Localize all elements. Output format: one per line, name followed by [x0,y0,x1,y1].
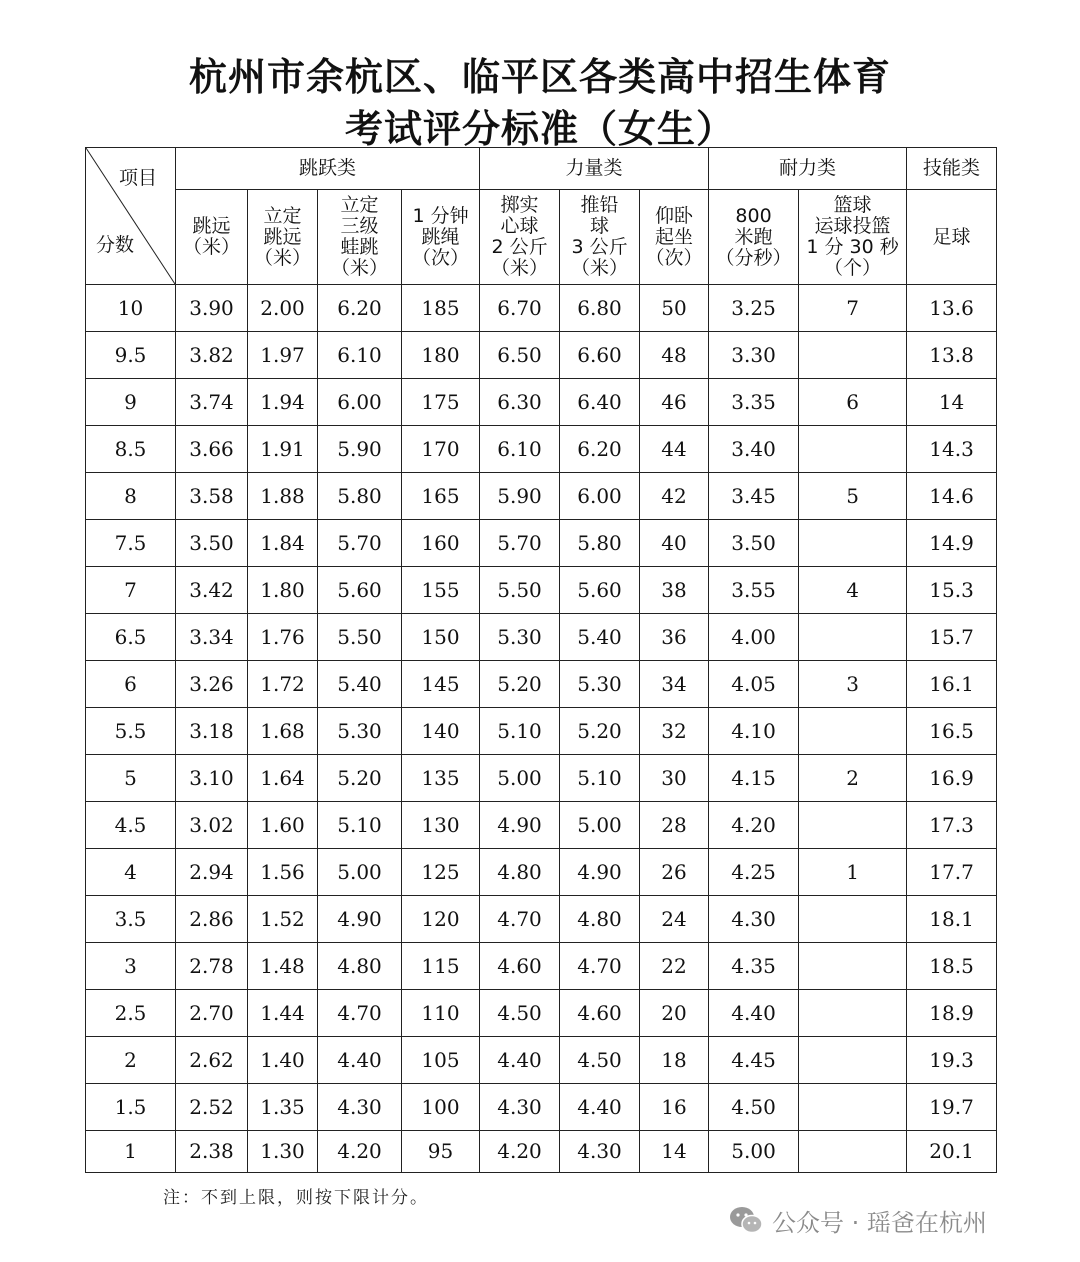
subheader-medicine-ball: 掷实 心球 2 公斤 （米） [480,190,560,285]
value-cell: 3.74 [176,379,248,426]
score-cell: 1 [86,1131,176,1173]
value-cell: 1.40 [248,1037,318,1084]
score-cell: 10 [86,285,176,332]
value-cell: 5.30 [318,708,402,755]
value-cell: 14 [640,1131,709,1173]
score-cell: 1.5 [86,1084,176,1131]
value-cell: 135 [402,755,480,802]
value-cell: 32 [640,708,709,755]
value-cell: 1.72 [248,661,318,708]
value-cell: 42 [640,473,709,520]
value-cell: 46 [640,379,709,426]
value-cell: 4.30 [480,1084,560,1131]
value-cell: 4.35 [709,943,799,990]
value-cell: 2.52 [176,1084,248,1131]
value-cell: 4.90 [318,896,402,943]
value-cell: 4.80 [560,896,640,943]
value-cell [799,332,907,379]
footnote: 注：不到上限，则按下限计分。 [163,1188,429,1208]
value-cell: 4.30 [709,896,799,943]
table-row [86,285,997,332]
value-cell: 4.40 [318,1037,402,1084]
value-cell: 1.44 [248,990,318,1037]
value-cell: 1.52 [248,896,318,943]
value-cell: 1 [799,849,907,896]
table-row [86,849,997,896]
value-cell: 5.70 [480,520,560,567]
value-cell: 5.00 [709,1131,799,1173]
value-cell: 4.20 [709,802,799,849]
value-cell: 1.56 [248,849,318,896]
table-row [86,567,997,614]
value-cell: 5.30 [480,614,560,661]
table-row [86,1037,997,1084]
value-cell: 1.76 [248,614,318,661]
value-cell: 3.50 [709,520,799,567]
value-cell: 6.20 [318,285,402,332]
value-cell: 13.6 [907,285,997,332]
group-header-endurance: 耐力类 [709,148,907,190]
value-cell [799,708,907,755]
value-cell: 48 [640,332,709,379]
value-cell: 1.94 [248,379,318,426]
value-cell: 160 [402,520,480,567]
value-cell: 4.70 [480,896,560,943]
group-header-jump: 跳跃类 [176,148,480,190]
value-cell: 115 [402,943,480,990]
value-cell: 1.91 [248,426,318,473]
value-cell [799,802,907,849]
score-cell: 4 [86,849,176,896]
value-cell: 16 [640,1084,709,1131]
value-cell: 50 [640,285,709,332]
value-cell: 4.20 [480,1131,560,1173]
value-cell: 13.8 [907,332,997,379]
value-cell: 3.45 [709,473,799,520]
value-cell: 5.90 [480,473,560,520]
table-row [86,520,997,567]
value-cell: 5.10 [560,755,640,802]
value-cell: 2.94 [176,849,248,896]
score-cell: 7 [86,567,176,614]
value-cell: 3.26 [176,661,248,708]
corner-cell [86,148,176,285]
value-cell: 5.60 [318,567,402,614]
value-cell: 1.68 [248,708,318,755]
value-cell: 38 [640,567,709,614]
value-cell: 4.05 [709,661,799,708]
value-cell: 4.45 [709,1037,799,1084]
value-cell: 5.20 [480,661,560,708]
value-cell: 16.5 [907,708,997,755]
score-cell: 8.5 [86,426,176,473]
value-cell: 4.40 [480,1037,560,1084]
value-cell: 4.60 [480,943,560,990]
value-cell: 1.35 [248,1084,318,1131]
value-cell: 19.7 [907,1084,997,1131]
value-cell: 5.90 [318,426,402,473]
score-cell: 2.5 [86,990,176,1037]
subheader-standing-long-jump: 立定 跳远 （米） [248,190,318,285]
value-cell: 1.80 [248,567,318,614]
score-cell: 3 [86,943,176,990]
value-cell: 5.40 [560,614,640,661]
score-cell: 7.5 [86,520,176,567]
value-cell: 100 [402,1084,480,1131]
value-cell: 5.80 [318,473,402,520]
table-row [86,1084,997,1131]
value-cell: 5.80 [560,520,640,567]
value-cell: 28 [640,802,709,849]
value-cell: 18.9 [907,990,997,1037]
value-cell: 5.00 [480,755,560,802]
subheader-basketball-dribble-shoot: 篮球 运球投篮 1 分 30 秒 （个） [799,190,907,285]
value-cell [799,426,907,473]
value-cell: 4.00 [709,614,799,661]
value-cell [799,943,907,990]
value-cell: 155 [402,567,480,614]
value-cell: 5 [799,473,907,520]
value-cell: 3.55 [709,567,799,614]
value-cell: 2.86 [176,896,248,943]
value-cell: 110 [402,990,480,1037]
subheader-row [86,190,997,285]
value-cell [799,1084,907,1131]
value-cell: 6.10 [480,426,560,473]
value-cell: 5.10 [480,708,560,755]
value-cell: 6.00 [318,379,402,426]
value-cell: 3.30 [709,332,799,379]
value-cell: 17.3 [907,802,997,849]
value-cell: 3.66 [176,426,248,473]
value-cell: 4.40 [709,990,799,1037]
value-cell: 17.7 [907,849,997,896]
table-row [86,1131,997,1173]
score-cell: 3.5 [86,896,176,943]
score-cell: 8 [86,473,176,520]
table-row [86,990,997,1037]
value-cell: 5.10 [318,802,402,849]
value-cell: 2.78 [176,943,248,990]
page-title-line-1: 杭州市余杭区、临平区各类高中招生体育 [188,55,891,99]
table-row [86,802,997,849]
value-cell: 4.90 [560,849,640,896]
value-cell: 3.90 [176,285,248,332]
value-cell: 4.10 [709,708,799,755]
value-cell: 4.60 [560,990,640,1037]
table-row [86,661,997,708]
wechat-icon [728,1205,764,1235]
value-cell: 150 [402,614,480,661]
value-cell: 4.50 [560,1037,640,1084]
value-cell: 3.34 [176,614,248,661]
table-row [86,426,997,473]
subheader-standing-triple-jump: 立定 三级 蛙跳 （米） [318,190,402,285]
value-cell: 6.60 [560,332,640,379]
value-cell: 4.80 [318,943,402,990]
value-cell: 6.30 [480,379,560,426]
value-cell: 7 [799,285,907,332]
subheader-rope-skip: 1 分钟 跳绳 （次） [402,190,480,285]
table-row [86,614,997,661]
value-cell: 15.7 [907,614,997,661]
value-cell: 4.20 [318,1131,402,1173]
value-cell: 3 [799,661,907,708]
table-row [86,896,997,943]
value-cell: 3.50 [176,520,248,567]
value-cell: 125 [402,849,480,896]
value-cell: 20 [640,990,709,1037]
value-cell: 4 [799,567,907,614]
value-cell: 4.70 [318,990,402,1037]
value-cell: 5.30 [560,661,640,708]
value-cell: 170 [402,426,480,473]
value-cell: 5.20 [318,755,402,802]
table-row [86,755,997,802]
subheader-run-800m: 800 米跑 （分秒） [709,190,799,285]
value-cell: 120 [402,896,480,943]
value-cell: 3.35 [709,379,799,426]
value-cell: 1.64 [248,755,318,802]
value-cell: 34 [640,661,709,708]
page-title-line-2: 考试评分标准（女生） [344,107,735,151]
group-header-row [86,148,997,190]
value-cell: 19.3 [907,1037,997,1084]
corner-label-score: 分数 [96,234,135,256]
value-cell: 4.30 [560,1131,640,1173]
value-cell: 3.42 [176,567,248,614]
value-cell: 2.70 [176,990,248,1037]
value-cell: 5.50 [480,567,560,614]
value-cell: 22 [640,943,709,990]
group-header-skill: 技能类 [907,148,997,190]
value-cell: 3.58 [176,473,248,520]
value-cell: 44 [640,426,709,473]
value-cell: 6 [799,379,907,426]
value-cell: 14.3 [907,426,997,473]
value-cell: 5.60 [560,567,640,614]
score-cell: 9 [86,379,176,426]
value-cell: 5.00 [318,849,402,896]
value-cell: 2.62 [176,1037,248,1084]
score-cell: 4.5 [86,802,176,849]
value-cell: 180 [402,332,480,379]
value-cell: 4.25 [709,849,799,896]
subheader-long-jump: 跳远 （米） [176,190,248,285]
value-cell [799,990,907,1037]
value-cell [799,614,907,661]
value-cell: 4.50 [480,990,560,1037]
value-cell: 14 [907,379,997,426]
value-cell: 145 [402,661,480,708]
value-cell: 3.18 [176,708,248,755]
value-cell: 4.70 [560,943,640,990]
value-cell: 4.30 [318,1084,402,1131]
value-cell: 4.50 [709,1084,799,1131]
value-cell [799,1037,907,1084]
value-cell: 5.20 [560,708,640,755]
value-cell: 14.9 [907,520,997,567]
value-cell [799,520,907,567]
corner-label-item: 项目 [118,167,157,189]
score-cell: 9.5 [86,332,176,379]
value-cell: 3.10 [176,755,248,802]
subheader-football: 足球 [907,190,997,285]
value-cell: 30 [640,755,709,802]
table-row [86,379,997,426]
value-cell: 140 [402,708,480,755]
value-cell: 16.9 [907,755,997,802]
value-cell: 20.1 [907,1131,997,1173]
value-cell: 6.40 [560,379,640,426]
value-cell: 3.25 [709,285,799,332]
value-cell: 1.30 [248,1131,318,1173]
value-cell: 1.84 [248,520,318,567]
score-cell: 6.5 [86,614,176,661]
value-cell: 1.60 [248,802,318,849]
table-row [86,473,997,520]
value-cell: 5.70 [318,520,402,567]
group-header-strength: 力量类 [480,148,709,190]
table-row [86,332,997,379]
value-cell: 2.38 [176,1131,248,1173]
value-cell: 3.02 [176,802,248,849]
score-cell: 5.5 [86,708,176,755]
score-cell: 2 [86,1037,176,1084]
score-cell: 5 [86,755,176,802]
value-cell: 1.88 [248,473,318,520]
value-cell: 24 [640,896,709,943]
value-cell: 175 [402,379,480,426]
value-cell: 3.40 [709,426,799,473]
value-cell: 6.70 [480,285,560,332]
value-cell: 4.80 [480,849,560,896]
value-cell: 26 [640,849,709,896]
value-cell: 18.5 [907,943,997,990]
value-cell [799,896,907,943]
table-row [86,708,997,755]
value-cell: 3.82 [176,332,248,379]
value-cell: 6.00 [560,473,640,520]
value-cell: 16.1 [907,661,997,708]
value-cell: 1.97 [248,332,318,379]
value-cell: 6.10 [318,332,402,379]
value-cell: 1.48 [248,943,318,990]
value-cell: 5.00 [560,802,640,849]
value-cell [799,1131,907,1173]
value-cell: 6.20 [560,426,640,473]
value-cell: 2 [799,755,907,802]
value-cell: 2.00 [248,285,318,332]
value-cell: 18 [640,1037,709,1084]
value-cell: 165 [402,473,480,520]
value-cell: 95 [402,1131,480,1173]
watermark [728,1202,987,1238]
value-cell: 185 [402,285,480,332]
value-cell: 40 [640,520,709,567]
subheader-sit-ups: 仰卧 起坐 （次） [640,190,709,285]
value-cell: 4.15 [709,755,799,802]
table-row [86,943,997,990]
value-cell: 15.3 [907,567,997,614]
value-cell: 4.90 [480,802,560,849]
value-cell: 5.50 [318,614,402,661]
value-cell: 5.40 [318,661,402,708]
value-cell: 6.50 [480,332,560,379]
score-cell: 6 [86,661,176,708]
value-cell: 105 [402,1037,480,1084]
value-cell: 36 [640,614,709,661]
value-cell: 130 [402,802,480,849]
value-cell: 6.80 [560,285,640,332]
value-cell: 18.1 [907,896,997,943]
subheader-shot-put: 推铅 球 3 公斤 （米） [560,190,640,285]
watermark-text: 公众号 · 瑶爸在杭州 [772,1208,987,1237]
scoring-table [85,147,997,1173]
value-cell: 4.40 [560,1084,640,1131]
value-cell: 14.6 [907,473,997,520]
